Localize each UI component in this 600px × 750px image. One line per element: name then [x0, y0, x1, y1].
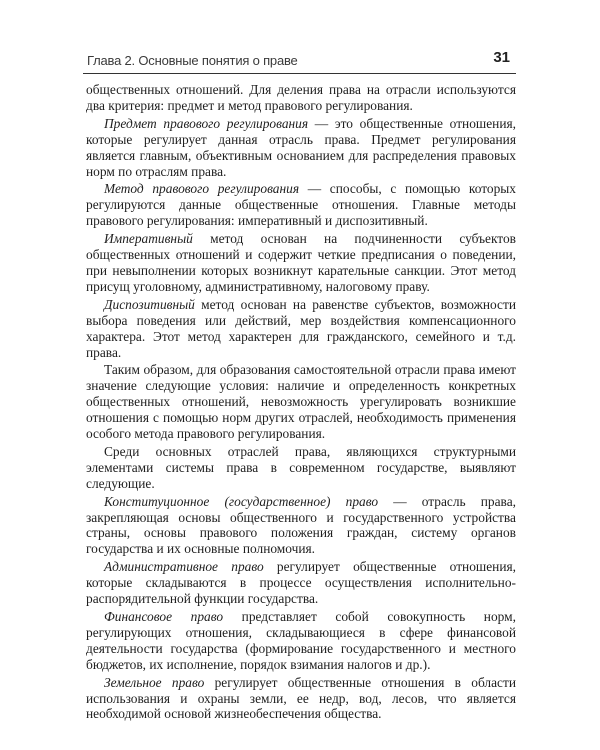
paragraph	[86, 297, 516, 361]
paragraph-text: метод основан на подчиненности субъектов общественных отношений и содержит четкие предписания о поведении, при невыполнении которых возникнут карательные санкции. Этот метод присущ уголовному, административному, налоговому праву.	[86, 231, 516, 294]
paragraph-text: Среди основных отраслей права, являющихся структурными элементами системы права в современном государстве, выявляют следующие.	[86, 443, 516, 491]
paragraph	[86, 362, 516, 442]
paragraph	[86, 444, 516, 492]
body-text	[86, 82, 516, 724]
paragraph	[86, 82, 516, 114]
paragraph	[86, 231, 516, 295]
paragraph-text: метод основан на равенстве субъектов, возможности выбора поведения или действий, мер воздействия компенсационного характера. Этот метод характерен для гражданского, семейного и т.д. права.	[86, 296, 516, 360]
paragraph-text: регулирует общественные отношения, которые складываются в процессе осуществления исполнительно-распорядительной функции государства.	[86, 559, 517, 607]
paragraph-text: общественных отношений. Для деления права на отрасли используются два критерия: предмет и метод правового регулирования.	[86, 82, 516, 113]
page-number: 31	[493, 49, 510, 66]
paragraph-text: — способы, с помощью которых регулируются данные общественные отношения. Главные методы правового регулирования: императивный и диспозитивный.	[86, 181, 516, 229]
defined-term: Земельное право	[104, 674, 205, 690]
chapter-title: Глава 2. Основные понятия о праве	[87, 53, 298, 68]
paragraph-text: Таким образом, для образования самостоятельной отрасли права имеют значение следующие условия: наличие и определенность конкретных общественных отношений, невозможность урегулировать возникшие отношения с помощью норм других отраслей, необходимость применения особого метода правового регулирования.	[86, 362, 516, 442]
paragraph	[86, 609, 516, 673]
paragraph-text: — это общественные отношения, которые регулирует данная отрасль права. Предмет регулирования является главным, объективным основанием для распределения правовых норм по отраслям права.	[86, 115, 516, 179]
paragraph	[86, 116, 516, 180]
defined-term: Предмет правового регулирования	[104, 115, 309, 131]
running-header	[83, 47, 516, 74]
defined-term: Финансовое право	[104, 609, 224, 624]
paragraph-text: представляет собой совокупность норм, регулирующих отношения, складывающиеся в сфере финансовой деятельности государства (формирование государственного и местного бюджетов, их исполнение, порядок взимания налогов и др.).	[86, 609, 516, 672]
paragraph-text: — отрасль права, закрепляющая основы общественного и государственного устройства страны, основы правового положения граждан, систему органов государства и их основные полномочия.	[86, 493, 516, 557]
defined-term: Диспозитивный	[104, 296, 195, 312]
defined-term: Конституционное (государственное) право	[104, 493, 379, 509]
defined-term: Метод правового регулирования	[104, 181, 300, 197]
paragraph-text: регулирует общественные отношения в области использования и охраны земли, ее недр, вод, лесов, что является необходимой основой жизнеобеспечения общества.	[86, 674, 517, 722]
paragraph	[86, 181, 516, 229]
paragraph	[86, 675, 516, 723]
defined-term: Императивный	[104, 231, 193, 247]
defined-term: Административное право	[104, 559, 264, 575]
paragraph	[86, 494, 516, 558]
paragraph	[86, 559, 516, 607]
